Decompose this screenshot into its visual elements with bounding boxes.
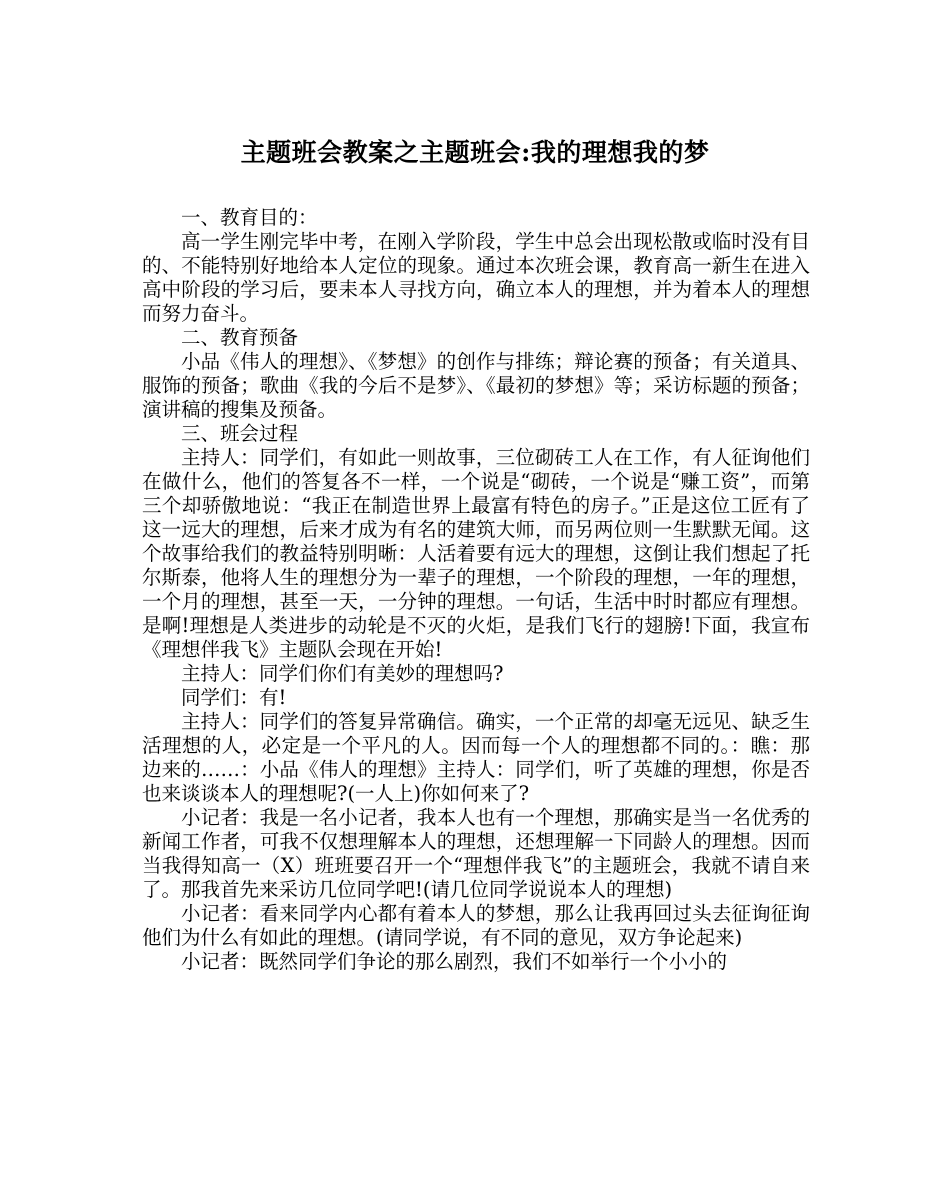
paragraph-host-question: 主持人：同学们你们有美妙的理想吗? bbox=[181, 662, 504, 685]
paragraph-preparation: 小品《伟人的理想》、《梦想》的创作与排练；辩论赛的预备；有关道具、服饰的预备；歌曲《我的今后不是梦》、《最初的梦想》等；采访标题的预备；演讲稿的搜集及预备。 bbox=[142, 350, 810, 421]
document-body bbox=[142, 206, 810, 974]
paragraph-reporter-debate: 小记者：既然同学们争论的那么剧烈，我们不如举行一个小小的 bbox=[181, 950, 728, 973]
paragraph-students-answer: 同学们：有! bbox=[181, 686, 287, 709]
section-heading-process: 三、班会过程 bbox=[181, 422, 299, 445]
document-title: 主题班会教案之主题班会:我的理想我的梦 bbox=[240, 138, 710, 167]
section-heading-purpose: 一、教育目的： bbox=[181, 206, 318, 229]
section-heading-preparation: 二、教育预备 bbox=[181, 326, 299, 349]
paragraph-reporter-followup: 小记者：看来同学内心都有着本人的梦想，那么让我再回过头去征询征询他们为什么有如此的理想。(请同学说，有不同的意见，双方争论起来) bbox=[142, 902, 810, 949]
paragraph-reporter-intro: 小记者：我是一名小记者，我本人也有一个理想，那确实是当一名优秀的新闻工作者，可我不仅想理解本人的理想，还想理解一下同龄人的理想。因而当我得知高一（X）班班要召开一个“理想伴我飞”的主题班会，我就不请自来了。那我首先来采访几位同学吧!(请几位同学说说本人的理想) bbox=[142, 806, 810, 901]
paragraph-host-response: 主持人：同学们的答复异常确信。确实，一个正常的却毫无远见、缺乏生活理想的人，必定是一个平凡的人。因而每一个人的理想都不同的。：瞧：那边来的……：小品《伟人的理想》主持人：同学们，听了英雄的理想，你是否也来谈谈本人的理想呢?(一人上)你如何来了? bbox=[142, 710, 810, 805]
paragraph-host-story: 主持人：同学们，有如此一则故事，三位砌砖工人在工作，有人征询他们在做什么，他们的答复各不一样，一个说是“砌砖，一个说是“赚工资”，而第三个却骄傲地说：“我正在制造世界上最富有特色的房子。”正是这位工匠有了这一远大的理想，后来才成为有名的建筑大师，而另两位则一生默默无闻。这个故事给我们的教益特别明晰：人活着要有远大的理想，这倒让我们想起了托尔斯泰，他将人生的理想分为一辈子的理想，一个阶段的理想，一年的理想，一个月的理想，甚至一天，一分钟的理想。一句话，生活中时时都应有理想。是啊!理想是人类进步的动轮是不灭的火炬，是我们飞行的翅膀!下面，我宣布《理想伴我飞》主题队会现在开始! bbox=[142, 446, 810, 661]
paragraph-purpose: 高一学生刚完毕中考，在刚入学阶段，学生中总会出现松散或临时没有目的、不能特别好地给本人定位的现象。通过本次班会课，教育高一新生在进入高中阶段的学习后，要耒本人寻找方向，确立本人的理想，并为着本人的理想而努力奋斗。 bbox=[142, 230, 810, 325]
